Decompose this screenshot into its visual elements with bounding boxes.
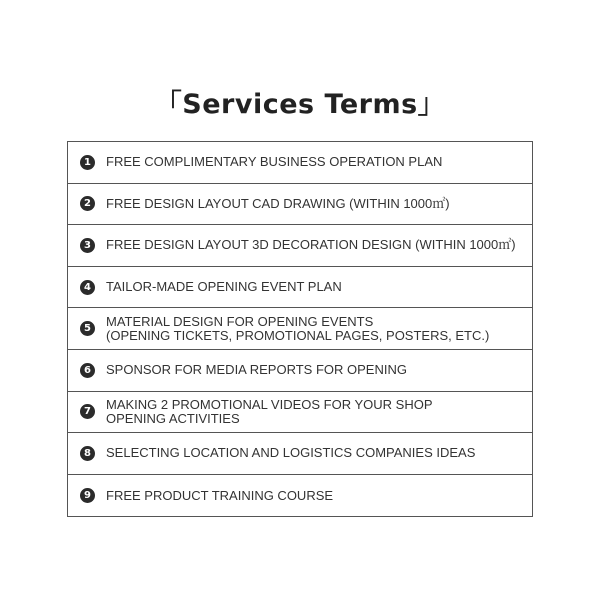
term-row: [68, 350, 532, 392]
term-row: [68, 184, 532, 226]
number-badge-icon: 8: [80, 446, 95, 461]
term-row: [68, 433, 532, 475]
number-badge-icon: 7: [80, 404, 95, 419]
terms-list: [67, 141, 533, 517]
term-row: [68, 392, 532, 434]
number-badge-icon: 4: [80, 280, 95, 295]
term-text: MAKING 2 PROMOTIONAL VIDEOS FOR YOUR SHOP OPENING ACTIVITIES: [106, 396, 433, 426]
number-badge-icon: 5: [80, 321, 95, 336]
term-text: SPONSOR FOR MEDIA REPORTS FOR OPENING: [106, 362, 407, 378]
number-badge-icon: 6: [80, 363, 95, 378]
number-badge-icon: 2: [80, 196, 95, 211]
term-text: FREE DESIGN LAYOUT 3D DECORATION DESIGN (WITHIN 1000㎡): [106, 237, 516, 253]
term-text: FREE COMPLIMENTARY BUSINESS OPERATION PLAN: [106, 154, 443, 170]
term-text: FREE DESIGN LAYOUT CAD DRAWING (WITHIN 1000㎡): [106, 195, 450, 211]
term-row: [68, 308, 532, 350]
term-text: SELECTING LOCATION AND LOGISTICS COMPANIES IDEAS: [106, 445, 476, 461]
term-row: [68, 142, 532, 184]
term-text: TAILOR-MADE OPENING EVENT PLAN: [106, 279, 342, 295]
term-row: [68, 475, 532, 517]
number-badge-icon: 3: [80, 238, 95, 253]
page-title: 「Services Terms」: [154, 89, 446, 120]
term-text: FREE PRODUCT TRAINING COURSE: [106, 487, 334, 503]
number-badge-icon: 1: [80, 155, 95, 170]
term-text: MATERIAL DESIGN FOR OPENING EVENTS (OPENING TICKETS, PROMOTIONAL PAGES, POSTERS, ETC.): [106, 313, 490, 343]
term-row: [68, 225, 532, 267]
number-badge-icon: 9: [80, 488, 95, 503]
term-row: [68, 267, 532, 309]
